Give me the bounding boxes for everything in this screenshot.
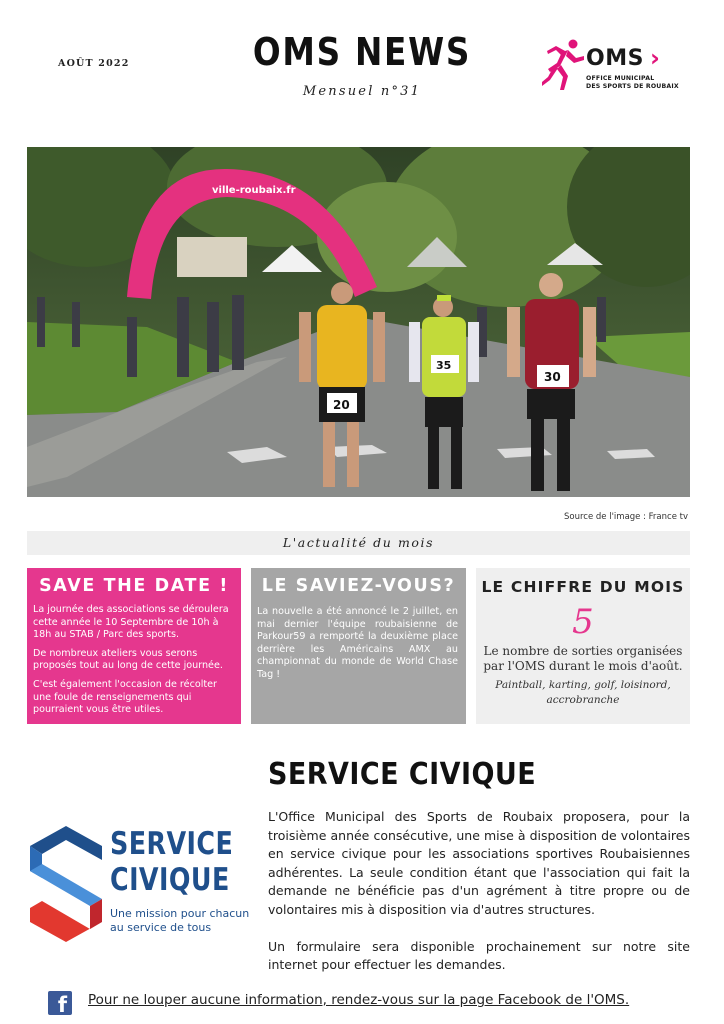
- body-paragraph: Un formulaire sera disponible prochainement sur notre site internet pour effectuer les demandes.: [268, 938, 690, 973]
- logo-oms-text: OMS: [586, 46, 644, 71]
- service-civique-s-icon: [30, 826, 102, 942]
- race-walkers-photo: [27, 147, 690, 497]
- logo-line-2: DES SPORTS DE ROUBAIX: [586, 83, 679, 90]
- facebook-icon[interactable]: f: [48, 991, 72, 1015]
- image-credit: Source de l'image : France tv: [564, 512, 688, 522]
- box-paragraph: La journée des associations se déroulera cette année le 10 Septembre de 10h à 18h au STAB / Parc des sports.: [33, 604, 229, 641]
- box-paragraph: C'est également l'occasion de récolter une foule de renseignements qui pourraient vous être utiles.: [33, 678, 217, 716]
- logo-chevron-icon: ›: [650, 44, 660, 72]
- box-paragraph: De nombreux ateliers vous serons proposés tout au long de cette journée.: [33, 647, 223, 672]
- box-text: La nouvelle a été annoncé le 2 juillet, en mai dernier l'équipe roubaisienne de Parkour59 a remporté la deuxième place derrière les Américains AMX au championnat du monde de World Chase Tag !: [257, 606, 458, 680]
- logo-line-1: OFFICE MUNICIPAL: [586, 75, 655, 82]
- big-number: 5: [572, 602, 594, 642]
- section-band: L'actualité du mois: [27, 531, 690, 555]
- bib-number: 35: [436, 359, 452, 372]
- facebook-page-link[interactable]: Pour ne louper aucune information, rendez-vous sur la page Facebook de l'OMS.: [88, 992, 630, 1008]
- logo-civique-text: CIVIQUE: [110, 862, 230, 898]
- bib-number: 20: [333, 398, 350, 412]
- box-title: LE SAVIEZ-VOUS?: [261, 576, 456, 596]
- number-description: Le nombre de sorties organisées par l'OMS durant le mois d'août.: [483, 644, 683, 673]
- le-saviez-vous-box: [251, 568, 466, 724]
- service-civique-heading: SERVICE CIVIQUE: [268, 757, 537, 792]
- issue-date: AOÛT 2022: [58, 58, 130, 69]
- box-title: LE CHIFFRE DU MOIS: [481, 578, 685, 596]
- bib-number: 30: [544, 370, 561, 384]
- save-the-date-box: [27, 568, 241, 724]
- newsletter-title: OMS NEWS: [252, 30, 472, 74]
- service-civique-logo: [30, 826, 250, 942]
- arch-banner-text: ville-roubaix.fr: [212, 185, 296, 196]
- logo-tagline-1: Une mission pour chacun: [110, 907, 250, 920]
- oms-logo: [542, 34, 682, 96]
- box-title: SAVE THE DATE !: [39, 576, 229, 596]
- logo-service-text: SERVICE: [110, 826, 234, 862]
- activities-list: Paintball, karting, golf, loisinord, accrobranche: [495, 679, 671, 706]
- box-text: [27, 596, 241, 717]
- logo-tagline-2: au service de tous: [110, 921, 212, 934]
- service-civique-body: [268, 808, 690, 993]
- chiffre-du-mois-box: [476, 568, 690, 724]
- runner-icon: [542, 38, 586, 94]
- body-paragraph: L'Office Municipal des Sports de Roubaix proposera, pour la troisième année consécutive, une mise à disposition de volontaires en service civique pour les associations sportives Roubaisiennes adhérentes. La seule condition étant que l'association qui fait la demande ne bénéficie pas d'un agrément à titre propre ou de volontaires mis à disposition via d'autres structures.: [268, 809, 690, 917]
- issue-number: Mensuel n°31: [302, 84, 422, 99]
